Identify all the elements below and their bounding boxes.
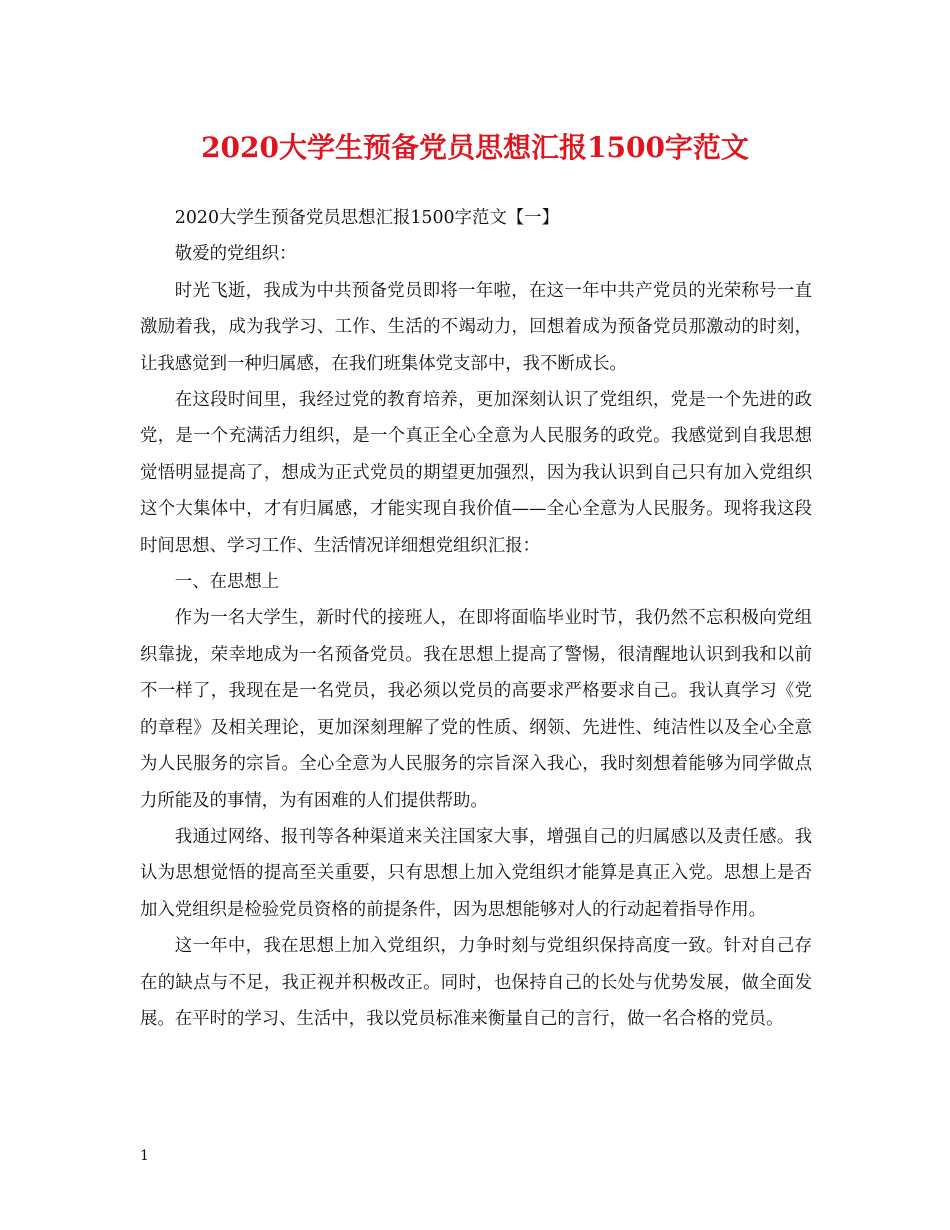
document-title: 2020大学生预备党员思想汇报1500字范文 [201, 131, 749, 164]
body-paragraph: 作为一名大学生，新时代的接班人，在即将面临毕业时节，我仍然不忘积极向党组织靠拢，荣幸地成为一名预备党员。我在思想上提高了警惕，很清醒地认识到我和以前不一样了，我现在是一名党员，我必须以党员的高要求严格要求自己。我认真学习《党的章程》及相关理论，更加深刻理解了党的性质、纲领、先进性、纯洁性以及全心全意为人民服务的宗旨。全心全意为人民服务的宗旨深入我心，我时刻想着能够为同学做点力所能及的事情，为有困难的人们提供帮助。 [140, 608, 812, 811]
document-body [140, 200, 812, 1037]
subsection-heading: 一、在思想上 [174, 572, 280, 593]
body-paragraph: 这一年中，我在思想上加入党组织，力争时刻与党组织保持高度一致。针对自己存在的缺点与不足，我正视并积极改正。同时，也保持自己的长处与优势发展，做全面发展。在平时的学习、生活中，我以党员标准来衡量自己的言行，做一名合格的党员。 [140, 936, 812, 1029]
salutation: 敬爱的党组织： [174, 244, 297, 265]
section-heading-1: 2020大学生预备党员思想汇报1500字范文【一】 [174, 208, 559, 228]
page-number: 1 [140, 1148, 149, 1164]
body-paragraph: 我通过网络、报刊等各种渠道来关注国家大事，增强自己的归属感以及责任感。我认为思想觉悟的提高至关重要，只有思想上加入党组织才能算是真正入党。思想上是否加入党组织是检验党员资格的前提条件，因为思想能够对人的行动起着指导作用。 [140, 826, 812, 920]
body-paragraph: 在这段时间里，我经过党的教育培养，更加深刻认识了党组织，党是一个先进的政党，是一个充满活力组织，是一个真正全心全意为人民服务的政党。我感觉到自我思想觉悟明显提高了，想成为正式党员的期望更加强烈，因为我认识到自己只有加入党组织这个大集体中，才有归属感，才能实现自我价值——全心全意为人民服务。现将我这段时间思想、学习工作、生活情况详细想党组织汇报： [140, 390, 812, 556]
body-paragraph: 时光飞逝，我成为中共预备党员即将一年啦，在这一年中共产党员的光荣称号一直激励着我，成为我学习、工作、生活的不竭动力，回想着成为预备党员那激动的时刻，让我感觉到一种归属感，在我们班集体党支部中，我不断成长。 [140, 280, 812, 374]
